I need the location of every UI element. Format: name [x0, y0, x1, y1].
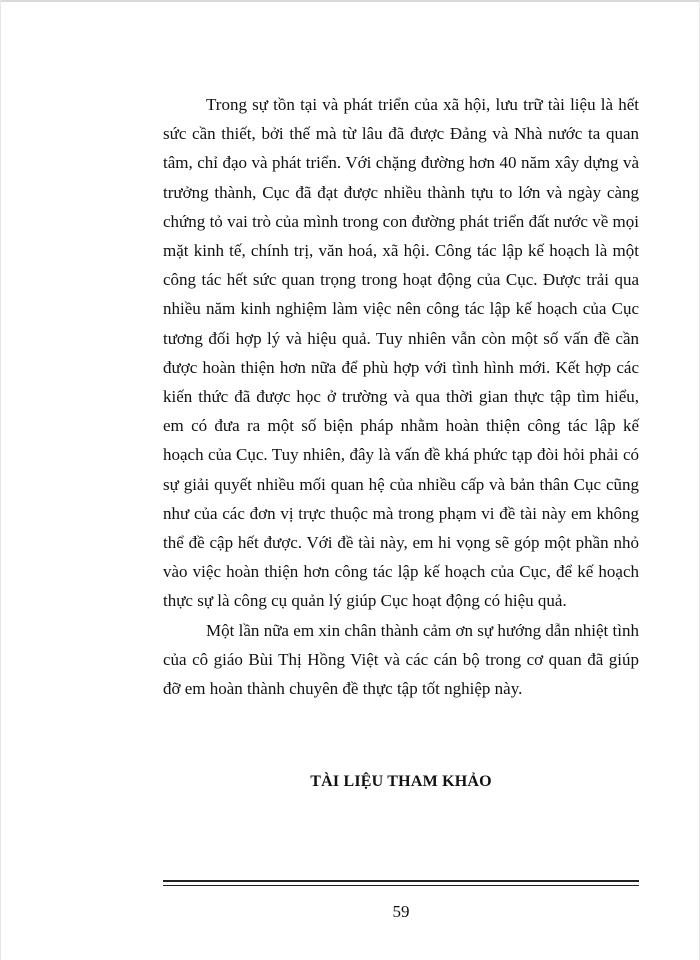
page-number: 59 — [392, 902, 410, 921]
page-left-border — [0, 0, 1, 960]
body-paragraph-1: Trong sự tồn tại và phát triển của xã hội, lưu trữ tài liệu là hết sức cần thiết, bởi thế mà từ lâu đã được Đảng và Nhà nước ta quan tâm, chỉ đạo và phát triển. Với chặng đường hơn 40 năm xây dựng và trưởng thành, Cục đã đạt được nhiều thành tựu to lớn và ngày càng chứng tỏ vai trò của mình trong con đường phát triển đất nước về mọi mặt kinh tế, chính trị, văn hoá, xã hội. Công tác lập kế hoạch là một công tác hết sức quan trọng trong hoạt động của Cục. Được trải qua nhiều năm kinh nghiệm làm việc nên công tác lập kế hoạch của Cục tương đối hợp lý và hiệu quả. Tuy nhiên vẫn còn một số vấn đề cần được hoàn thiện hơn nữa để phù hợp với tình hình mới. Kết hợp các kiến thức đã được học ở trường và qua thời gian thực tập tìm hiểu, em có đưa ra một số biện pháp nhằm hoàn thiện công tác lập kế hoạch của Cục. Tuy nhiên, đây là vấn đề khá phức tạp đòi hỏi phải có sự giải quyết nhiều mối quan hệ của nhiều cấp và bản thân Cục cũng như của các đơn vị trực thuộc mà trong phạm vi đề tài này em không thể đề cập hết được. Với đề tài này, em hi vọng sẽ góp một phần nhỏ vào việc hoàn thiện hơn công tác lập kế hoạch của Cục, để kế hoạch thực sự là công cụ quản lý giúp Cục hoạt động có hiệu quả. — [163, 95, 639, 611]
footer-rule-thick — [163, 880, 639, 882]
body-paragraph-2: Một lần nữa em xin chân thành cảm ơn sự hướng dẫn nhiệt tình của cô giáo Bùi Thị Hồng Việt và các cán bộ trong cơ quan đã giúp đỡ em hoàn thành chuyên đề thực tập tốt nghiệp này. — [163, 620, 639, 699]
page-top-border — [0, 0, 700, 2]
body-text — [163, 90, 639, 703]
references-title: TÀI LIỆU THAM KHẢO — [310, 773, 492, 790]
footer-rule-thin — [163, 885, 639, 886]
